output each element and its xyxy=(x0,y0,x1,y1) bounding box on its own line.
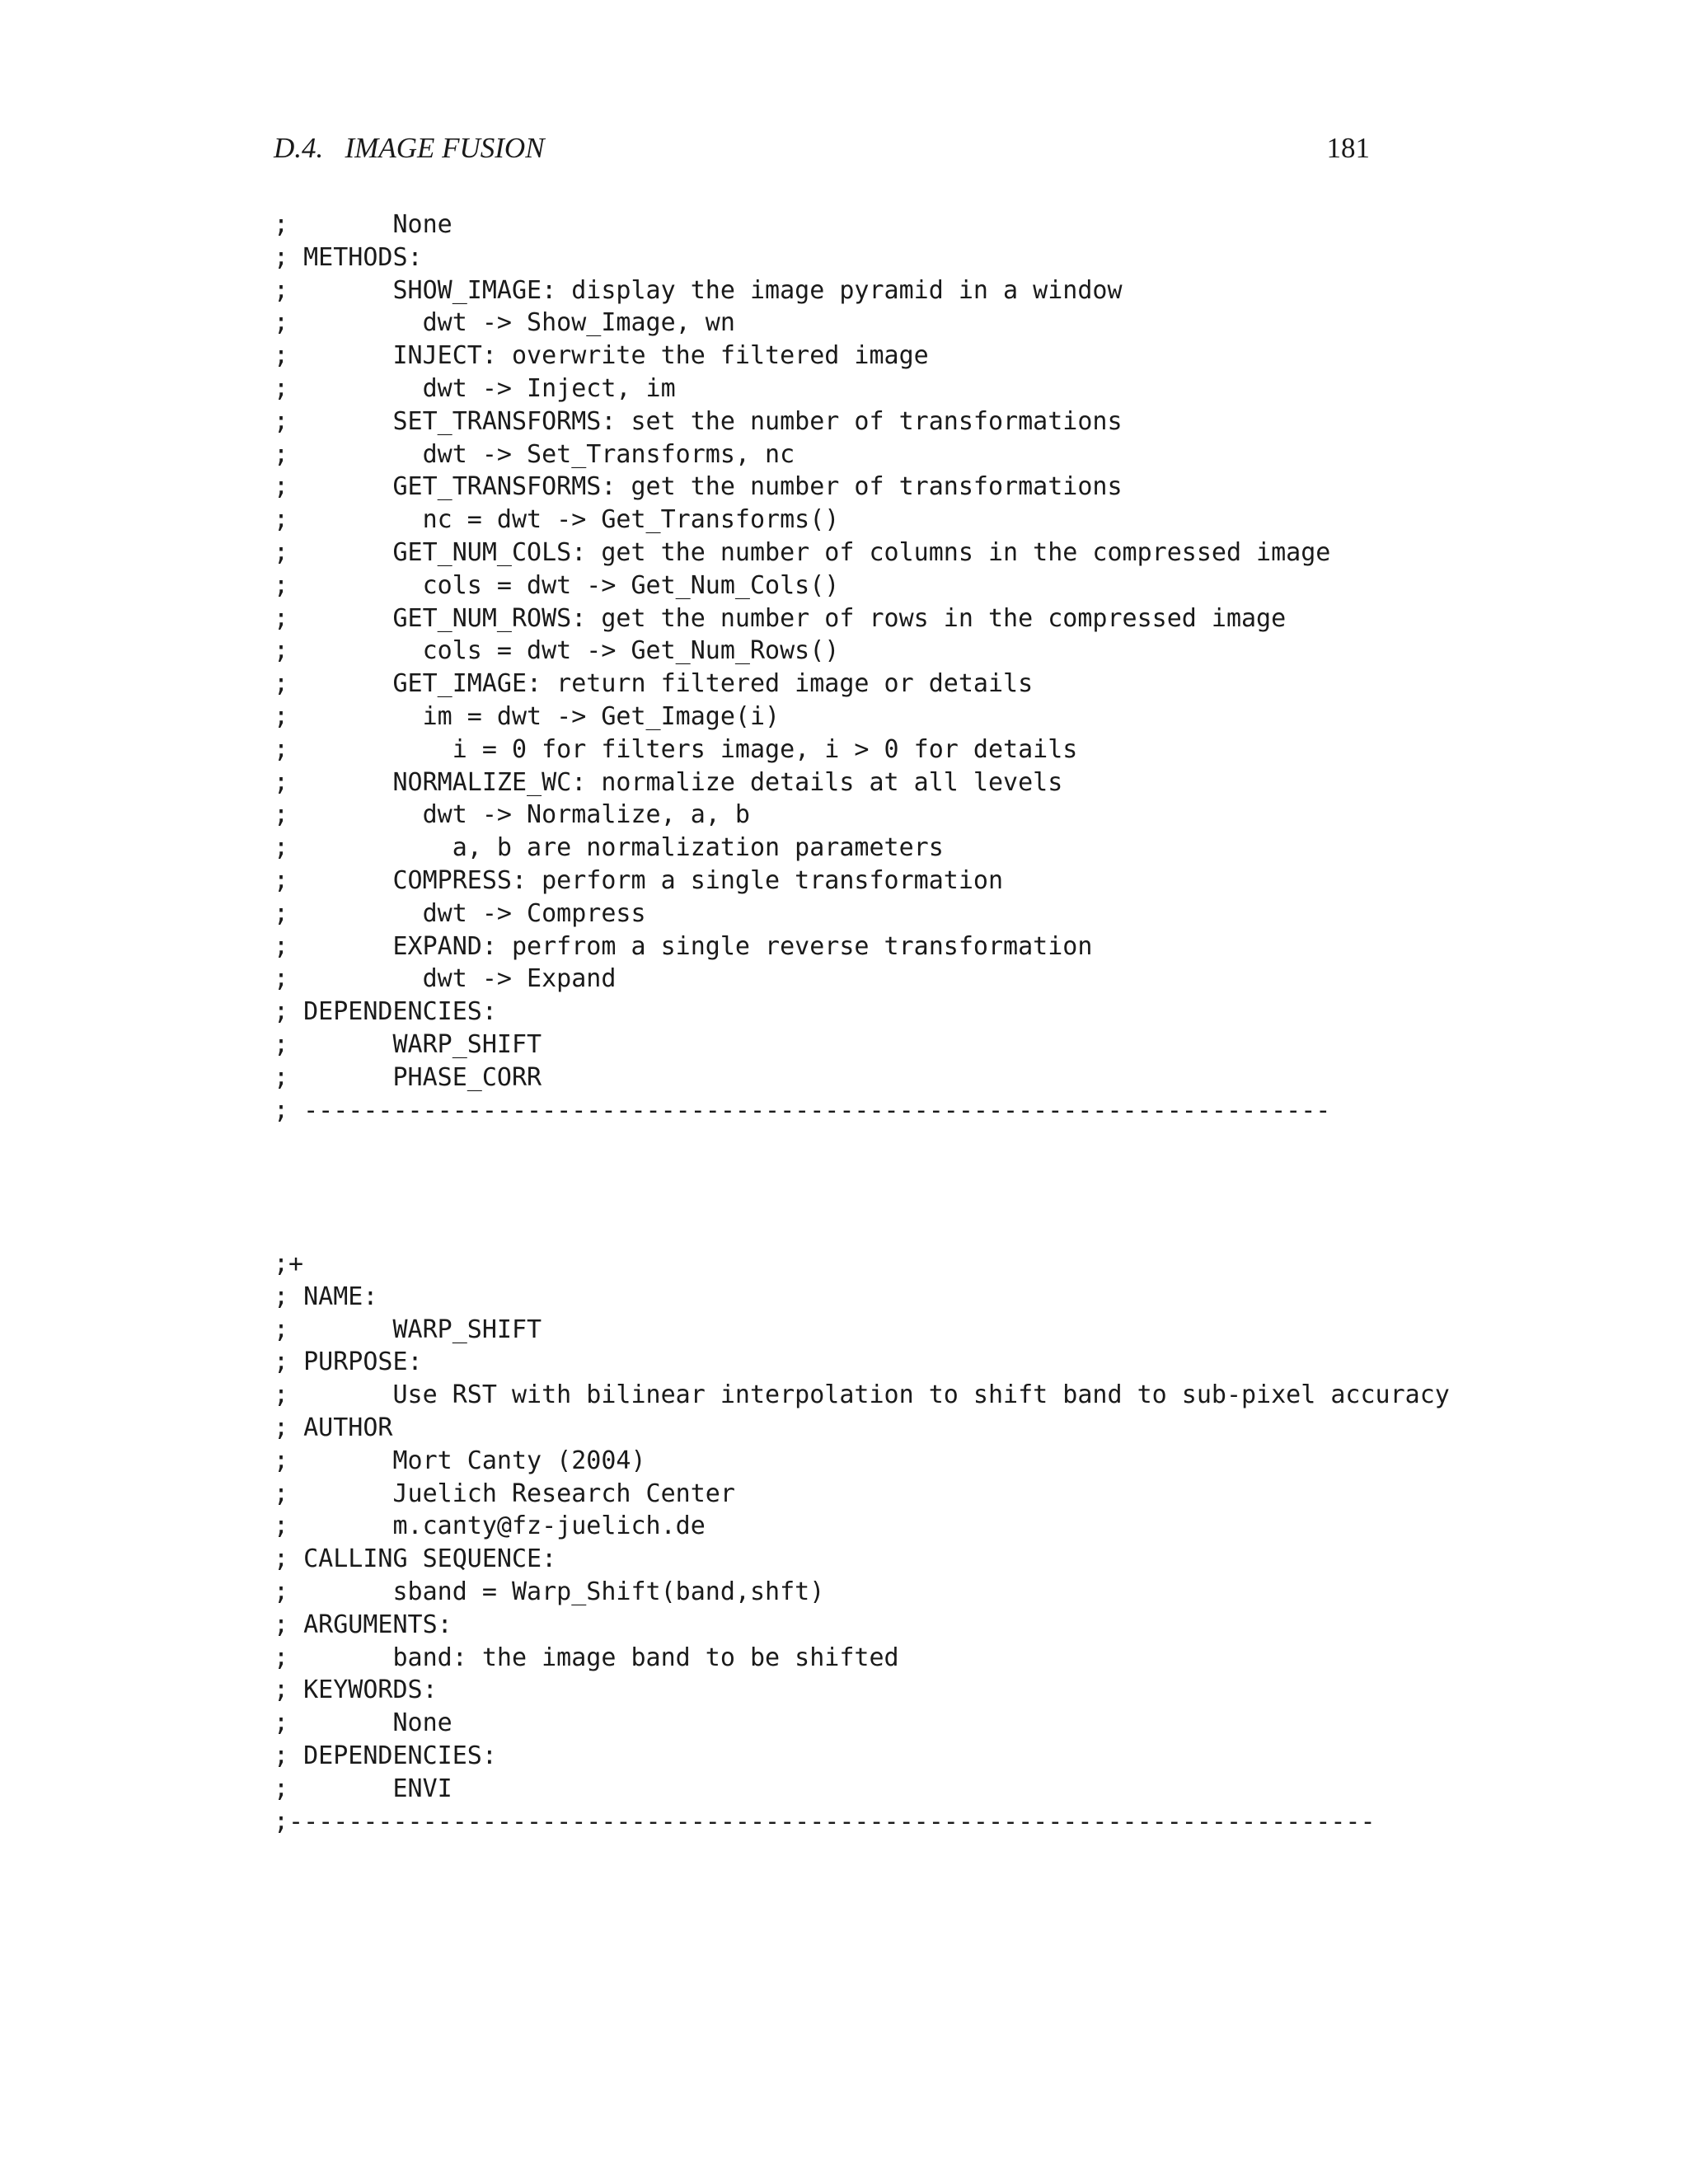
code-line: ; EXPAND: perfrom a single reverse transformation xyxy=(274,931,1093,961)
code-line: ; INJECT: overwrite the filtered image xyxy=(274,341,929,371)
code-line: ; GET_TRANSFORMS: get the number of transformations xyxy=(274,472,1123,502)
code-line: ; PURPOSE: xyxy=(274,1347,423,1377)
code-line: ; AUTHOR xyxy=(274,1413,393,1442)
code-line: ; GET_IMAGE: return filtered image or details xyxy=(274,669,1034,699)
code-line: ; NAME: xyxy=(274,1282,378,1311)
code-line: ; band: the image band to be shifted xyxy=(274,1643,899,1672)
code-line: ; Mort Canty (2004) xyxy=(274,1446,646,1475)
code-line: ; COMPRESS: perform a single transformation xyxy=(274,865,1004,895)
code-line: ; cols = dwt -> Get_Num_Rows() xyxy=(274,636,840,666)
code-separator-line: ;------------------------------------------------------------------------- xyxy=(274,1807,1376,1836)
code-line: ; GET_NUM_ROWS: get the number of rows in the compressed image xyxy=(274,603,1287,633)
code-line: ; METHODS: xyxy=(274,242,423,272)
code-line: ; SET_TRANSFORMS: set the number of transformations xyxy=(274,406,1123,436)
code-line: ; DEPENDENCIES: xyxy=(274,997,497,1027)
code-line: ; DEPENDENCIES: xyxy=(274,1741,497,1770)
code-line: ; ARGUMENTS: xyxy=(274,1610,452,1639)
running-header xyxy=(274,124,1370,173)
code-line: ; i = 0 for filters image, i > 0 for details xyxy=(274,734,1078,764)
code-line: ; dwt -> Set_Transforms, nc xyxy=(274,439,795,469)
code-line: ; cols = dwt -> Get_Num_Cols() xyxy=(274,570,840,600)
code-line: ; Juelich Research Center xyxy=(274,1479,735,1508)
code-line: ; None xyxy=(274,210,452,239)
code-separator-line: ; --------------------------------------------------------------------- xyxy=(274,1095,1331,1125)
section-title: D.4. IMAGE FUSION xyxy=(274,132,545,164)
code-line: ; ENVI xyxy=(274,1774,452,1803)
code-line: ; WARP_SHIFT xyxy=(274,1315,542,1344)
code-line: ; SHOW_IMAGE: display the image pyramid in a window xyxy=(274,275,1123,305)
page-number: 181 xyxy=(1326,132,1370,164)
code-line: ; CALLING SEQUENCE: xyxy=(274,1544,557,1574)
code-line: ; PHASE_CORR xyxy=(274,1062,542,1092)
code-line: ; dwt -> Compress xyxy=(274,898,646,928)
code-line: ; dwt -> Normalize, a, b xyxy=(274,800,750,830)
code-listing-warp-shift xyxy=(274,1248,1450,1838)
code-line: ; NORMALIZE_WC: normalize details at all levels xyxy=(274,767,1063,797)
code-line: ; WARP_SHIFT xyxy=(274,1029,542,1059)
code-line: ; Use RST with bilinear interpolation to shift band to sub-pixel accuracy xyxy=(274,1380,1450,1410)
code-listing-methods xyxy=(274,209,1330,1127)
code-line: ; dwt -> Expand xyxy=(274,964,617,994)
code-line: ; nc = dwt -> Get_Transforms() xyxy=(274,505,840,535)
code-line: ;+ xyxy=(274,1249,304,1278)
code-line: ; GET_NUM_COLS: get the number of columns in the compressed image xyxy=(274,537,1331,567)
code-line: ; sband = Warp_Shift(band,shft) xyxy=(274,1577,825,1606)
code-line: ; m.canty@fz-juelich.de xyxy=(274,1511,706,1541)
code-line: ; KEYWORDS: xyxy=(274,1675,438,1705)
code-line: ; dwt -> Show_Image, wn xyxy=(274,308,735,338)
code-line: ; a, b are normalization parameters xyxy=(274,833,944,863)
code-line: ; None xyxy=(274,1708,452,1738)
code-line: ; dwt -> Inject, im xyxy=(274,373,676,403)
code-line: ; im = dwt -> Get_Image(i) xyxy=(274,701,781,731)
